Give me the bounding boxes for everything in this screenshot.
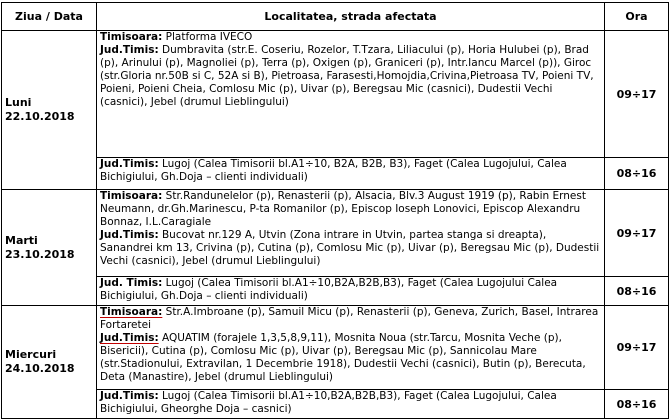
header-location: Localitatea, strada afectata xyxy=(97,3,605,31)
header-day-date: Ziua / Data xyxy=(2,3,97,31)
area-text: Dumbravita (str.E. Coseriu, Rozelor, T.Tzara, Liliacului (p), Horia Hulubei (p), Brad (p), Arinului (p), Magnoliei (p), Terra (p), Oxigen (p), Graniceri (p), Intr.Iancu Marcel (p)), Giroc (str.Gloria nr.50B si C, 52A si B), Pietroasa, Farasesti,Homojdia,Crivina,Pietroasa TV, Poieni TV, Poieni, Poieni Cheia, Comlosu Mic (p), Uivar (p), Beregsau Mic (casnici), Dudestii Vechi (casnici), Jebel (drumul Lieblingului) xyxy=(100,44,594,108)
area-label: Jud.Timis: xyxy=(100,44,159,56)
hour-cell: 09÷17 xyxy=(605,306,669,390)
area-text: Bucovat nr.129 A, Utvin (Zona intrare in Utvin, partea stanga si dreapta), Sanandrei km 13, Crivina (p), Cutina (p), Comlosu Mic (p), Uivar (p), Beregsau Mic (p), Dudestii Vechi (casnici), Jebel (drumul Lieblingului) xyxy=(100,229,600,267)
table-row xyxy=(2,158,669,190)
area-label: Timisoara: xyxy=(100,31,163,43)
area-text: Platforma IVECO xyxy=(162,31,253,43)
area-label: Jud. Timis: xyxy=(100,277,163,289)
location-cell xyxy=(97,158,605,190)
area-text: Lugoj (Calea Timisorii bl.A1÷10,B2A,B2B,B3), Faget (Calea Lugojului Calea Bichigiului, Gh.Doja – clienti individuali) xyxy=(100,277,558,302)
area-text: AQUATIM (forajele 1,3,5,8,9,11), Mosnita Noua (str.Tarcu, Mosnita Veche (p), Bisericii), Cutina (p), Comlosu Mic (p), Uivar (p), Beregsau Mic (p), Sannicolau Mare (str.Stadionului, Extravilan, 1 Decembrie 1918), Dudestii Vechi (casnici), Butin (p), Berecuta, Deta (Manastire), Jebel (drumul Lieblingului) xyxy=(100,332,586,383)
day-cell xyxy=(2,190,97,306)
table-row xyxy=(2,390,669,419)
area-text: Str.A.Imbroane (p), Samuil Micu (p), Renasterii (p), Geneva, Zurich, Basel, Intrarea Fortaretei xyxy=(100,306,599,331)
area-text: Lugoj (Calea Timisorii bl.A1÷10,B2A,B2B,B3), Faget (Calea Lugojului, Calea Bichigiului, Gheorghe Doja – casnici) xyxy=(100,390,557,415)
location-cell xyxy=(97,31,605,158)
location-cell xyxy=(97,277,605,306)
day-date: 22.10.2018 xyxy=(5,110,75,123)
area-label: Jud.Timis: xyxy=(100,229,159,241)
location-cell xyxy=(97,390,605,419)
area-text: Lugoj (Calea Timisorii bl.A1÷10, B2A, B2B, B3), Faget (Calea Lugojului, Calea Bichigiului, Gh.Doja – clienti individuali) xyxy=(100,158,567,183)
area-text: Str.Randunelelor (p), Renasterii (p), Alsacia, Blv.3 August 1919 (p), Rabin Ernest Neumann, dr.Gh.Marinescu, P-ta Romanilor (p), Episcop Ioseph Lonovici, Episcop Alexandru Bonnaz, I.L.Caragiale xyxy=(100,190,586,228)
hour-cell: 08÷16 xyxy=(605,158,669,190)
table-row xyxy=(2,190,669,277)
day-name: Luni xyxy=(5,96,32,109)
header-hour: Ora xyxy=(605,3,669,31)
hour-cell: 09÷17 xyxy=(605,31,669,158)
area-label: Timisoara: xyxy=(100,306,163,318)
area-label: Timisoara: xyxy=(100,190,163,202)
table-row xyxy=(2,277,669,306)
hour-cell: 08÷16 xyxy=(605,277,669,306)
day-date: 23.10.2018 xyxy=(5,247,75,261)
day-name: Miercuri xyxy=(5,348,57,361)
area-label: Jud.Timis: xyxy=(100,332,159,344)
location-cell xyxy=(97,306,605,390)
outage-schedule-table xyxy=(1,2,669,419)
day-cell xyxy=(2,31,97,190)
day-name: Marti xyxy=(5,233,38,247)
day-date: 24.10.2018 xyxy=(5,362,75,375)
area-label: Jud.Timis: xyxy=(100,158,159,170)
table-row xyxy=(2,306,669,390)
day-cell xyxy=(2,306,97,419)
hour-cell: 08÷16 xyxy=(605,390,669,419)
area-label: Jud.Timis: xyxy=(100,390,159,402)
location-cell xyxy=(97,190,605,277)
table-row xyxy=(2,31,669,158)
table-header-row xyxy=(2,3,669,31)
hour-cell: 09÷17 xyxy=(605,190,669,277)
